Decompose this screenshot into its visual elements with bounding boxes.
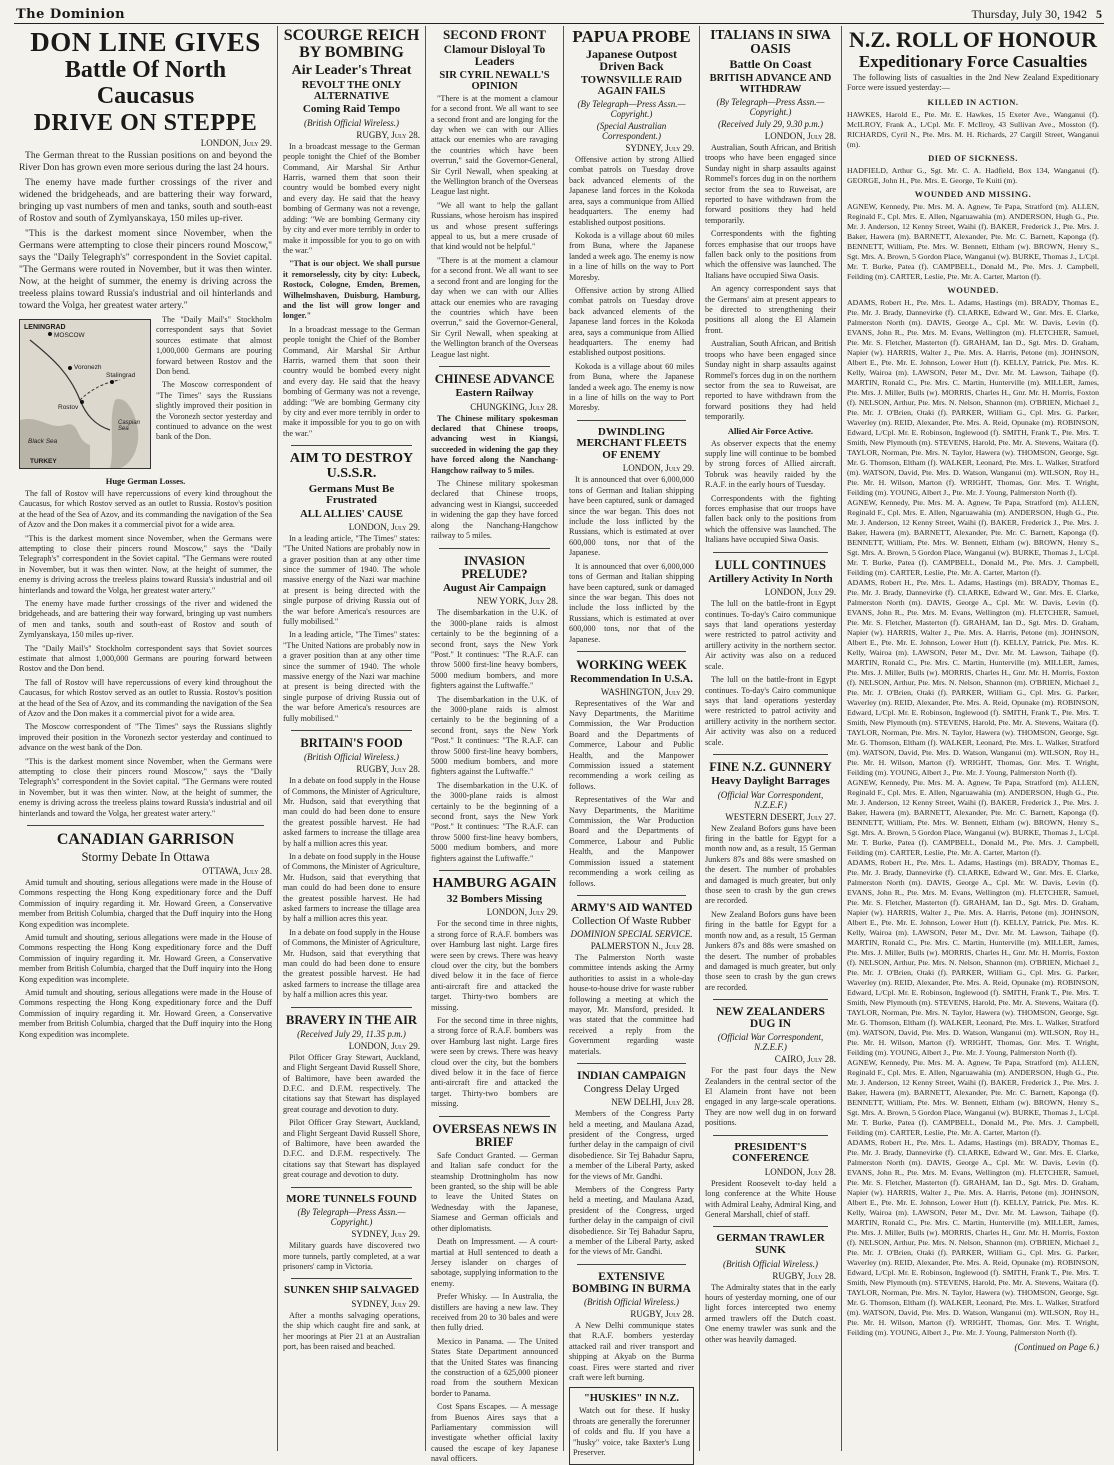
map-place: Voronezh xyxy=(74,363,102,371)
article-paragraph: It is announced that over 6,000,000 tons of German and Italian shipping have been captured, sunk or damaged since the war began. This does not include the loss inflicted by the Russians, which is estimated at over 600,000 tons, nor that of the Japanese. xyxy=(569,561,694,644)
headline-roll-of-honour: N.Z. ROLL OF HONOUR xyxy=(849,27,1097,52)
article-paragraph: Representatives of the War and Navy Departments, the Maritime Commission, the War Production Board and the Departments of Commerce, Labour and Public Health, and the Manpower Commission issued a statement recommending a work ceiling as follows. xyxy=(569,795,694,888)
dateline: RUGBY, July 28. xyxy=(356,129,420,140)
divider xyxy=(577,651,686,652)
column-1 xyxy=(14,26,278,1451)
subhead-waste-rubber: Collection Of Waste Rubber xyxy=(572,915,691,927)
article-paragraph: After a months salvaging operations, the ship which caught fire and sank, at her moorings at Pier 21 at an Australian port, has been raised and beached. xyxy=(283,1311,420,1352)
subhead-recommendation: Recommendation In U.S.A. xyxy=(570,673,693,685)
article-paragraph: The Moscow correspondent of "The Times" says the Russians slightly improved their position in the Voronezh sector yesterday and continued to advance on the west bank of the Don. xyxy=(19,722,272,753)
article-paragraph: An agency correspondent says that the Germans' aim at present appears to be directed to strengthening their positions all along the El Alamein front. xyxy=(705,284,836,335)
divider xyxy=(713,1135,828,1136)
wire-credit: (British Official Wireless.) xyxy=(304,117,399,128)
news-brief: Mexico in Panama. — The United States State Department announced that the United States was financing the construction of a 625,000 pioneer road from the southern Mexican border to Panama. xyxy=(431,1336,558,1398)
article-paragraph: "There is at the moment a clamour for a second front. We all want to see a second front and are longing for the day when we can with our Allies attack our enemies who are ravaging the countries which have been overrun," said the Governor-General, Sir Cyril Newall, when speaking at the Wellington branch of the Overseas League last night. xyxy=(431,93,558,197)
page-number: 5 xyxy=(1096,7,1102,21)
columns xyxy=(14,26,1104,1464)
article-paragraph: The disembarkation in the U.K. of the 3000-plane raids is almost certainly to be the beginning of a second front, says the New York "Post." It continues: "The R.A.F. can throw 5000 first-line heavy bombers, 5000 medium bombers, and more fighters against the Luftwaffe." xyxy=(431,694,558,777)
headline-dug-in: NEW ZEALANDERS DUG IN xyxy=(716,1006,825,1031)
map-place: Rostov xyxy=(58,403,79,411)
headline-fine-gunnery: FINE N.Z. GUNNERY xyxy=(709,759,832,774)
headline-don-line: DON LINE GIVES xyxy=(30,27,261,57)
article-paragraph: Military guards have discovered two more tunnels, partly completed, at a war prisoners' camp in Victoria. xyxy=(283,1241,420,1272)
article-paragraph: "There is at the moment a clamour for a second front. We all want to see a second front and are longing for the day when we can with our Allies attack our enemies who are ravaging the countries which have been overrun," said the Governor-General, Sir Cyril Newall, when speaking at the Wellington branch of the Overseas League last night. xyxy=(431,255,558,359)
headline-scourge-reich: SCOURGE REICH BY BOMBING xyxy=(283,27,420,61)
divider xyxy=(439,870,550,871)
casualty-entries: HAWKES, Harold E., Pte. Mr. E. Hawkes, 15 Exeter Ave., Wanganui (f). McILROY, Frank A., L/Cpl. Mr. F. McIlroy, 43 Sullivan Ave., Mosston (f). RICHARDS, Cyril N., Pte. Mrs. M. H. Richards, 27 Cargill Street, Wanganui (m). xyxy=(847,109,1099,149)
roll-intro: The following lists of casualties in the 2nd New Zealand Expeditionary Force were issued yesterday:— xyxy=(847,72,1099,93)
map-place: Caspian Sea xyxy=(118,419,141,432)
article-paragraph: The "Daily Mail's" Stockholm correspondent says that Soviet sources estimate that almost 1,000,000 Germans are pouring forward between Rostov and the Don bend. xyxy=(19,643,272,674)
subhead-allied-air: Allied Air Force Active. xyxy=(727,425,814,436)
article-paragraph: President Roosevelt to-day held a long conference at the White House with Admiral Leahy, Admiral King, and General Marshall, chief of staff. xyxy=(705,1178,836,1219)
column-4 xyxy=(564,26,700,1458)
divider xyxy=(439,1116,550,1117)
article-paragraph: Kokoda is a village about 60 miles from Buna, where the Japanese landed a week ago. The enemy is now in a line of hills on the way to Port Moresby. xyxy=(569,361,694,413)
newspaper-name: The Dominion xyxy=(16,7,126,22)
wire-credit: (By Telegraph—Press Assn.—Copyright.) xyxy=(297,1207,406,1228)
subhead-air-campaign: August Air Campaign xyxy=(442,581,547,594)
dateline: NEW DELHI, July 28. xyxy=(611,1097,694,1108)
article-paragraph: New Zealand Bofors guns have been firing in the battle for Egypt for a month now and, as a result, 15 German Junkers 87s and 88s were smashed on the desert. The number of probables and damaged is much greater, but only those seen to crash by the gun crews are recorded. xyxy=(705,823,836,906)
article-paragraph: For the second time in three nights, a strong force of R.A.F. bombers was over Hamburg last night. Large fires were seen by crews. There was heavy cloud over the city, but the bombers dived below it in the face of fierce anti-aircraft fire and attacked the target. Thirty-two bombers are missing. xyxy=(431,1015,558,1109)
article-paragraph: The "Daily Mail's" Stockholm correspondent says that Soviet sources estimate that almost 1,000,000 Germans are pouring forward between Rostov and the Don bend. xyxy=(156,314,272,376)
headline-townsville: TOWNSVILLE RAID AGAIN FAILS xyxy=(580,75,683,98)
map-side-text xyxy=(156,315,272,473)
map-place: TURKEY xyxy=(30,457,57,465)
news-brief: Prefer Whisky. — In Australia, the distillers are having a new law. They received from 20 to 30 bales and were then fully dried. xyxy=(431,1292,558,1333)
continued-note: (Continued on Page 6.) xyxy=(1014,1341,1099,1352)
wire-credit: (Received July 29, 11.35 p.m.) xyxy=(297,1028,406,1039)
dateline: SYDNEY, July 29. xyxy=(625,143,694,154)
article-paragraph: The Moscow correspondent of "The Times" says the Russians slightly improved their position in the Voronezh sector yesterday and continued to advance on the west bank of the Don. xyxy=(156,380,272,442)
headline-indian-campaign: INDIAN CAMPAIGN xyxy=(577,1070,686,1083)
divider xyxy=(713,754,828,755)
article-paragraph: In a debate on food supply in the House of Commons, the Minister of Agriculture, Mr. Hudson, said that everything that man could do had been done to ensure the greatest possible harvest. He had asked farmers to increase the tillage area by half a million acres this year. xyxy=(283,776,420,848)
casualty-list xyxy=(847,97,1099,1338)
advert-body: Watch out for these. If husky throats are generally the forerunner of colds and flu. If you have a "husky" voice, take Baxter's Lung Preserver. xyxy=(573,1406,690,1458)
casualty-entries: ADAMS, Robert H., Pte. Mrs. L. Adams, Hastings (m). BRADY, Thomas E., Pte. Mr. J. Brady, Dannevirke (f). CLARKE, Edward W., Gnr. Mrs. E. Clarke, Palmerston North (m). DAVIS, George A., Cpl. Mr. W. Davis, Levin (f). EVANS, John R., Pte. Mrs. M. Evans, Wellington (m). FLETCHER, Samuel, Pte. Mr. S. Fletcher, Masterton (f). GRAHAM, Ian D., Sgt. Mrs. D. Graham, Napier (w). HARRIS, Walter J., Pte. Mrs. A. Harris, Petone (m). JOHNSON, Albert E., Pte. Mr. E. Johnson, Lower Hutt (f). KELLY, Patrick, Pte. Mrs. K. Kelly, Wairoa (m). LAWSON, Peter M., Dvr. Mr. M. Lawson, Taihape (f). MARTIN, Ronald C., Pte. Mrs. C. Martin, Hunterville (m). MILLER, James, Pte. Mrs. J. Miller, Bulls (w). MORRIS, Charles H., Gnr. Mr. H. Morris, Foxton (f). NELSON, Arthur, Pte. Mrs. N. Nelson, Shannon (m). O'BRIEN, Michael J., Pte. Mr. J. O'Brien, Otaki (f). PARKER, William G., Cpl. Mrs. G. Parker, Waverley (m). REID, Alexander, Pte. Mrs. A. Reid, Opunake (m). ROBINSON, Edward, L/Cpl. Mr. E. Robinson, Inglewood (f). SMITH, Frank T., Pte. Mrs. T. Smith, New Plymouth (m). STEVENS, Harold, Pte. Mr. A. Stevens, Waitara (f). TAYLOR, Norman, Pte. Mrs. N. Taylor, Hawera (w). THOMSON, George, Sgt. Mr. G. Thomson, Eltham (f). WALKER, Leonard, Pte. Mrs. L. Walker, Stratford (m). WATSON, David, Pte. Mrs. D. Watson, Wanganui (m). WILSON, Roy H., Pte. Mr. H. Wilson, Marton (f). WRIGHT, Thomas, Gnr. Mrs. T. Wright, Feilding (m). YOUNG, Albert J., Pte. Mr. J. Young, Palmerston North (f). xyxy=(847,1137,1099,1337)
dateline: LONDON, July 29. xyxy=(486,907,558,918)
dateline: RUGBY, July 28. xyxy=(356,764,420,775)
headline-invasion-prelude: INVASION PRELUDE? xyxy=(461,553,528,581)
column-3 xyxy=(426,26,564,1464)
divider xyxy=(291,730,412,731)
article-paragraph: "This is the darkest moment since November, when the Germans were attempting to close their pincers round Moscow," says the "Daily Telegraph's" correspondent in the Soviet capital. "The Germans were routed in November, but it was then winter. Now, at the height of summer, the enemy is driving across the treeless plains toward Russia's industrial and oil hinterlands and toward the Volga, her greatest water artery." xyxy=(19,533,272,595)
article-paragraph: The disembarkation in the U.K. of the 3000-plane raids is almost certainly to be the beginning of a second front, says the New York "Post." It continues: "The R.A.F. can throw 5000 first-line heavy bombers, 5000 medium bombers, and more fighters against the Luftwaffe." xyxy=(431,608,558,691)
headline-air-leader: Air Leader's Threat xyxy=(291,62,412,78)
headline-sunken-ship: SUNKEN SHIP SALVAGED xyxy=(283,1284,420,1297)
subhead-bombers-missing: 32 Bombers Missing xyxy=(446,892,543,905)
dateline: LONDON, July 28. xyxy=(764,1166,836,1177)
headline-trawler-sunk: GERMAN TRAWLER SUNK xyxy=(716,1232,825,1256)
article-paragraph: The Admiralty states that in the early hours of yesterday morning, one of our light forces intercepted two enemy armed trawlers off the Dutch coast. One enemy trawler was sunk and the other was heavily damaged. xyxy=(705,1282,836,1344)
headline-working-week: WORKING WEEK xyxy=(576,656,687,672)
issue-date xyxy=(971,7,1102,22)
article-paragraph: The enemy have made further crossings of the river and widened the bridgeheads, and are battering their way forward, bringing up vast numbers of men and tanks, south and south-east of Rostov and south of Zymlyanskaya, 150 miles up-river. xyxy=(19,598,272,640)
article-paragraph: The fall of Rostov will have repercussions of every kind throughout the Caucasus, for which Rostov served as an outlet to Russia. Rostov's position at the head of the Sea of Azov, and its commanding the navigation of the Sea of Azov and the Don makes it a commercial pivot for a wide area. xyxy=(19,488,272,530)
article-paragraph: The enemy have made further crossings of the river and widened the bridgeheads, and are battering their way forward, bringing up vast numbers of men and tanks, south and south-east of Rostov and south of Zymlyanskaya, 150 miles up-river. xyxy=(19,176,272,224)
article-paragraph: Amid tumult and shouting, serious allegations were made in the House of Commons respecting the Hong Kong expeditionary force and the Duff Commission of inquiry regarding it. Mr. Howard Green, a Conservative member from British Columbia, charged that the Duff inquiry into the Hong Kong expedition was incomplete. xyxy=(19,933,272,984)
divider xyxy=(713,999,828,1000)
advertisement xyxy=(569,1387,694,1465)
article-paragraph: In a leading article, "The Times" states: "The United Nations are probably now in a graver position than at any other time since the summer of 1940. The whole massive energy of the Nazi war machine at present is being directed with the single purpose of driving Russia out of the war before America's resources are fully mobilised." xyxy=(283,630,420,723)
date-text: Thursday, July 30, 1942 xyxy=(971,7,1087,21)
article-paragraph: For the second time in three nights, a strong force of R.A.F. bombers was over Hamburg last night. Large fires were seen by crews. There was heavy cloud over the city, but the bombers dived below it in the face of fierce anti-aircraft fire and attacked the target. Thirty-two bombers are missing. xyxy=(431,919,558,1012)
divider xyxy=(291,1278,412,1279)
article-paragraph: It is announced that over 6,000,000 tons of German and Italian shipping have been captured, sunk or damaged since the war began. This does not include the loss inflicted by the Russians, which is estimated at over 600,000 tons, nor that of the Japanese. xyxy=(569,475,694,558)
dateline: SYDNEY, July 29. xyxy=(351,1229,420,1240)
divider xyxy=(291,1187,412,1188)
wire-credit: (By Telegraph—Press Assn.—Copyright.) xyxy=(716,96,825,117)
article-paragraph: The lull on the battle-front in Egypt continues. To-day's Cairo communique says that land operations yesterday were restricted to patrol activity and artillery activity in the northern sector. Air activity was also on a reduced scale. xyxy=(705,675,836,747)
article-paragraph: The fall of Rostov will have repercussions of every kind throughout the Caucasus, for which Rostov served as an outlet to Russia. Rostov's position at the head of the Sea of Azov, and its commanding the navigation of the Sea of Azov and the Don makes it a commercial pivot for a wide area. xyxy=(19,677,272,719)
headline-north-caucasus: Battle Of North Caucasus xyxy=(64,57,227,109)
article-paragraph: In a leading article, "The Times" states: "The United Nations are probably now in a graver position than at any other time since the summer of 1940. The whole massive energy of the Nazi war machine at present is being directed with the single purpose of driving Russia out of the war before America's resources are fully mobilised." xyxy=(283,533,420,626)
headline-papua-probe: PAPUA PROBE xyxy=(572,27,691,46)
dateline: CHUNGKING, July 28. xyxy=(470,401,558,412)
headline-italians-siwa: ITALIANS IN SIWA OASIS xyxy=(710,27,831,57)
dateline: LONDON, July 28. xyxy=(764,130,836,141)
article-paragraph: "We all want to help the gallant Russians, whose heroism has inspired us and whose present sufferings appeal to us, but a mere crusade of that kind would not be helpful." xyxy=(431,200,558,252)
casualty-entries: ADAMS, Robert H., Pte. Mrs. L. Adams, Hastings (m). BRADY, Thomas E., Pte. Mr. J. Brady, Dannevirke (f). CLARKE, Edward W., Gnr. Mrs. E. Clarke, Palmerston North (m). DAVIS, George A., Cpl. Mr. W. Davis, Levin (f). EVANS, John R., Pte. Mrs. M. Evans, Wellington (m). FLETCHER, Samuel, Pte. Mr. S. Fletcher, Masterton (f). GRAHAM, Ian D., Sgt. Mrs. D. Graham, Napier (w). HARRIS, Walter J., Pte. Mrs. A. Harris, Petone (m). JOHNSON, Albert E., Pte. Mr. E. Johnson, Lower Hutt (f). KELLY, Patrick, Pte. Mrs. K. Kelly, Wairoa (m). LAWSON, Peter M., Dvr. Mr. M. Lawson, Taihape (f). MARTIN, Ronald C., Pte. Mrs. C. Martin, Hunterville (m). MILLER, James, Pte. Mrs. J. Miller, Bulls (w). MORRIS, Charles H., Gnr. Mr. H. Morris, Foxton (f). NELSON, Arthur, Pte. Mrs. N. Nelson, Shannon (m). O'BRIEN, Michael J., Pte. Mr. J. O'Brien, Otaki (f). PARKER, William G., Cpl. Mrs. G. Parker, Waverley (m). REID, Alexander, Pte. Mrs. A. Reid, Opunake (m). ROBINSON, Edward, L/Cpl. Mr. E. Robinson, Inglewood (f). SMITH, Frank T., Pte. Mrs. T. Smith, New Plymouth (m). STEVENS, Harold, Pte. Mr. A. Stevens, Waitara (f). TAYLOR, Norman, Pte. Mrs. N. Taylor, Hawera (w). THOMSON, George, Sgt. Mr. G. Thomson, Eltham (f). WALKER, Leonard, Pte. Mrs. L. Walker, Stratford (m). WATSON, David, Pte. Mrs. D. Watson, Wanganui (m). WILSON, Roy H., Pte. Mr. H. Wilson, Marton (f). WRIGHT, Thomas, Gnr. Mrs. T. Wright, Feilding (m). YOUNG, Albert J., Pte. Mr. J. Young, Palmerston North (f). xyxy=(847,577,1099,777)
divider xyxy=(291,445,412,446)
casualty-entries: AGNEW, Kennedy, Pte. Mrs. M. A. Agnew, Te Papa, Stratford (m). ALLEN, Reginald F., Cpl. Mrs. E. Allen, Ngaruawahia (m). ANDERSON, Hugh G., Pte. Mr. J. Anderson, 12 Kenny Street, Waihi (f). BAKER, Frederick J., Pte. Mrs. J. Baker, Hawera (m). BARNETT, Alexander, Pte. Mr. C. Barnett, Kaponga (f). BENNETT, William, Pte. Mrs. W. Bennett, Eltham (w). BROWN, Henry S., Sgt. Mrs. A. Brown, 5 Gordon Place, Wanganui (w). BURKE, Thomas J., L/Cpl. Mr. T. Burke, Patea (f). CAMPBELL, Donald M., Pte. Mrs. J. Campbell, Feilding (m). CARTER, Leslie, Pte. Mr. A. Carter, Marton (f). xyxy=(847,201,1099,281)
dateline: RUGBY, July 28. xyxy=(772,1270,836,1281)
headline-extensive-bombing: EXTENSIVE BOMBING IN BURMA xyxy=(572,1270,691,1295)
article-paragraph: "This is the darkest moment since November, when the Germans were attempting to close their pincers round Moscow," says the "Daily Telegraph's" correspondent in the Soviet capital. "The Germans were routed in November, but it was then winter. Now, at the height of summer, the enemy is driving across the treeless plains toward Russia's industrial and oil hinterlands and toward the Volga, her greatest water artery." xyxy=(19,756,272,818)
headline-bravery: BRAVERY IN THE AIR xyxy=(286,1012,417,1027)
article-paragraph: The lull on the battle-front in Egypt continues. To-day's Cairo communique says that land operations yesterday were restricted to patrol activity and artillery activity in the northern sector. Air activity was also on a reduced scale. xyxy=(705,599,836,671)
news-brief: Cost Spans Escapes. — A message from Buenos Aires says that a Parliamentary commission will investigate whether official laxity caused the escape of key Japanese naval officers. xyxy=(431,1402,558,1464)
wire-credit: (By Telegraph—Press Assn.—Copyright.) xyxy=(577,99,686,120)
article-paragraph: Correspondents with the fighting forces emphasise that our troops have fallen back only to the positions from which the offensive was launched. The Italians have occupied Siwa Oasis. xyxy=(705,229,836,280)
wire-credit: (Special Australian Correspondent.) xyxy=(596,121,667,142)
divider xyxy=(291,1007,412,1008)
wire-credit: (Official War Correspondent, N.Z.E.F.) xyxy=(717,1032,824,1053)
divider xyxy=(577,1063,686,1064)
article-paragraph: Offensive action by strong Allied combat patrols on Tuesday drove back advanced elements of the Japanese land forces in the Kokoda area, says a communique from Allied headquarters. The enemy had established outpost positions. xyxy=(569,155,694,227)
divider xyxy=(577,895,686,896)
article-lead: The German threat to the Russian positions on and beyond the River Don has grown even more serious during the last 24 hours. xyxy=(19,149,272,173)
article-paragraph: Pilot Officer Gray Stewart, Auckland, and Flight Sergeant David Russell Shore, of Baltimore, have been awarded the D.F.C. and D.F.M. respectively. The citations say that Stewart has displayed great courage and devotion to duty. xyxy=(283,1052,420,1114)
map-place: Stalingrad xyxy=(106,371,136,379)
headline-dwindling-fleets: DWINDLING MERCHANT FLEETS OF ENEMY xyxy=(576,425,687,461)
wire-credit: (British Official Wireless.) xyxy=(584,1296,679,1307)
divider xyxy=(713,1226,828,1227)
headline-overseas-news: OVERSEAS NEWS IN BRIEF xyxy=(432,1121,557,1149)
headline-casualties: Expeditionary Force Casualties xyxy=(858,52,1088,72)
article-paragraph: A New Delhi communique states that R.A.F. bombers yesterday attacked rail and river transport and shipping at Akyab on the Burma coast. Fires were started and river craft were left burning. xyxy=(569,1320,694,1382)
subhead-losses: Huge German Losses. xyxy=(105,475,186,486)
casualty-section-title: WOUNDED AND MISSING. xyxy=(914,188,1032,199)
divider xyxy=(439,366,550,367)
subhead-frustrated: Germans Must Be Frustrated xyxy=(308,482,395,507)
headline-britains-food: BRITAIN'S FOOD xyxy=(300,736,403,751)
article-paragraph: The Palmerston North waste committee intends asking the Army authorities to assist in a whole-day house-to-house drive for waste rubber following a meeting at which the mayor, Mr. Mansford, presided. It was stated that the committee had received a reply from the Government regarding waste materials. xyxy=(569,953,694,1056)
wire-credit: (Official War Correspondent, N.Z.E.F.) xyxy=(717,789,824,810)
dateline: WASHINGTON, July 29. xyxy=(600,686,694,697)
advert-headline: "HUSKIES" IN N.Z. xyxy=(583,1393,680,1405)
casualty-entries: AGNEW, Kennedy, Pte. Mrs. M. A. Agnew, Te Papa, Stratford (m). ALLEN, Reginald F., Cpl. Mrs. E. Allen, Ngaruawahia (m). ANDERSON, Hugh G., Pte. Mr. J. Anderson, 12 Kenny Street, Waihi (f). BAKER, Frederick J., Pte. Mrs. J. Baker, Hawera (m). BARNETT, Alexander, Pte. Mr. C. Barnett, Kaponga (f). BENNETT, William, Pte. Mrs. W. Bennett, Eltham (w). BROWN, Henry S., Sgt. Mrs. A. Brown, 5 Gordon Place, Wanganui (w). BURKE, Thomas J., L/Cpl. Mr. T. Burke, Patea (f). CAMPBELL, Donald M., Pte. Mrs. J. Campbell, Feilding (m). CARTER, Leslie, Pte. Mr. A. Carter, Marton (f). xyxy=(847,497,1099,577)
divider xyxy=(577,420,686,421)
article-paragraph: The Chinese military spokesman declared that Chinese troops, advancing west in Kiangsi, succeeded in widening the gap they have forced along the Nanchang-Hangchow railway to 5 miles. xyxy=(431,413,558,475)
divider xyxy=(713,552,828,553)
headline-canadian-garrison: CANADIAN GARRISON xyxy=(56,831,235,849)
article-paragraph: Amid tumult and shouting, serious allegations were made in the House of Commons respecting the Hong Kong expeditionary force and the Duff Commission of inquiry regarding it. Mr. Howard Green, a Conservative member from British Columbia, charged that the Duff inquiry into the Hong Kong expedition was incomplete. xyxy=(19,988,272,1039)
subhead-ottawa: Stormy Debate In Ottawa xyxy=(81,849,210,864)
column-6 xyxy=(842,26,1104,1451)
headline-british-advance: BRITISH ADVANCE AND WITHDRAW xyxy=(709,72,832,95)
headline-chinese-advance: CHINESE ADVANCE xyxy=(434,371,555,386)
article-paragraph: For the past four days the New Zealanders in the central sector of the El Alamein front have not been engaged in any large-scale operations. They are now well dug in on forward positions. xyxy=(705,1066,836,1128)
article-paragraph: In a debate on food supply in the House of Commons, the Minister of Agriculture, Mr. Hudson, said that everything that man could do had been done to ensure the greatest possible harvest. He had asked farmers to increase the tillage area by half a million acres this year. xyxy=(283,852,420,924)
article-paragraph: Amid tumult and shouting, serious allegations were made in the House of Commons respecting the Hong Kong expeditionary force and the Duff Commission of inquiry regarding it. Mr. Howard Green, a Conservative member from British Columbia, charged that the Duff inquiry into the Hong Kong expedition was incomplete. xyxy=(19,878,272,929)
divider xyxy=(439,548,550,549)
casualty-section-title: KILLED IN ACTION. xyxy=(927,96,1019,107)
article-paragraph: Australian, South African, and British troops who have been engaged since Sunday night in sharp assaults against Rommel's forces dug in on the northern sector from the sea to Ruweisat, are reported to have withdrawn from the forward positions they had held temporarily. xyxy=(705,339,836,422)
casualty-entries: ADAMS, Robert H., Pte. Mrs. L. Adams, Hastings (m). BRADY, Thomas E., Pte. Mr. J. Brady, Dannevirke (f). CLARKE, Edward W., Gnr. Mrs. E. Clarke, Palmerston North (m). DAVIS, George A., Cpl. Mr. W. Davis, Levin (f). EVANS, John R., Pte. Mrs. M. Evans, Wellington (m). FLETCHER, Samuel, Pte. Mr. S. Fletcher, Masterton (f). GRAHAM, Ian D., Sgt. Mrs. D. Graham, Napier (w). HARRIS, Walter J., Pte. Mrs. A. Harris, Petone (m). JOHNSON, Albert E., Pte. Mr. E. Johnson, Lower Hutt (f). KELLY, Patrick, Pte. Mrs. K. Kelly, Wairoa (m). LAWSON, Peter M., Dvr. Mr. M. Lawson, Taihape (f). MARTIN, Ronald C., Pte. Mrs. C. Martin, Hunterville (m). MILLER, James, Pte. Mrs. J. Miller, Bulls (w). MORRIS, Charles H., Gnr. Mr. H. Morris, Foxton (f). NELSON, Arthur, Pte. Mrs. N. Nelson, Shannon (m). O'BRIEN, Michael J., Pte. Mr. J. O'Brien, Otaki (f). PARKER, William G., Cpl. Mrs. G. Parker, Waverley (m). REID, Alexander, Pte. Mrs. A. Reid, Opunake (m). ROBINSON, Edward, L/Cpl. Mr. E. Robinson, Inglewood (f). SMITH, Frank T., Pte. Mrs. T. Smith, New Plymouth (m). STEVENS, Harold, Pte. Mr. A. Stevens, Waitara (f). TAYLOR, Norman, Pte. Mrs. N. Taylor, Hawera (w). THOMSON, George, Sgt. Mr. G. Thomson, Eltham (f). WALKER, Leonard, Pte. Mrs. L. Walker, Stratford (m). WATSON, David, Pte. Mrs. D. Watson, Wanganui (m). WILSON, Roy H., Pte. Mr. H. Wilson, Marton (f). WRIGHT, Thomas, Gnr. Mrs. T. Wright, Feilding (m). YOUNG, Albert J., Pte. Mr. J. Young, Palmerston North (f). xyxy=(847,857,1099,1057)
wire-credit: (British Official Wireless.) xyxy=(304,752,399,763)
wire-credit: (British Official Wireless.) xyxy=(723,1258,818,1269)
casualty-entries: AGNEW, Kennedy, Pte. Mrs. M. A. Agnew, Te Papa, Stratford (m). ALLEN, Reginald F., Cpl. Mrs. E. Allen, Ngaruawahia (m). ANDERSON, Hugh G., Pte. Mr. J. Anderson, 12 Kenny Street, Waihi (f). BAKER, Frederick J., Pte. Mrs. J. Baker, Hawera (m). BARNETT, Alexander, Pte. Mr. C. Barnett, Kaponga (f). BENNETT, William, Pte. Mrs. W. Bennett, Eltham (w). BROWN, Henry S., Sgt. Mrs. A. Brown, 5 Gordon Place, Wanganui (w). BURKE, Thomas J., L/Cpl. Mr. T. Burke, Patea (f). CAMPBELL, Donald M., Pte. Mrs. J. Campbell, Feilding (m). CARTER, Leslie, Pte. Mr. A. Carter, Marton (f). xyxy=(847,777,1099,857)
article-paragraph: In a broadcast message to the German people tonight the Chief of the Bomber Command, Air Marshal Sir Arthur Harris, warned them that soon their country would be bombed every night and every day. He said that the heavy bombing of Germany was not a revenge, adding: "We are bombing Germany city by city and ever more terribly in order to make it impossible for you to go on with the war." xyxy=(283,324,420,438)
dateline: NEW YORK, July 28. xyxy=(477,596,558,607)
subhead-barrages: Heavy Daylight Barrages xyxy=(711,775,830,788)
article-paragraph: Members of the Congress Party held a meeting, and Maulana Azad, president of the Congress, urged further delay in the campaign of civil disobedience. Sir Tej Bahadur Sapru, a member of the Liberal Party, asked for the views of Mr. Gandhi. xyxy=(569,1184,694,1257)
headline-clamour: Clamour Disloyal To Leaders xyxy=(443,43,546,68)
map-label-leningrad: LENINGRAD xyxy=(24,323,66,331)
dateline: LONDON, July 29. xyxy=(622,463,694,474)
news-brief: Safe Conduct Granted. — German and Italian safe conduct for the steamship Drottningholm has now been granted, so the ship will be able to leave the United States on Wednesday with the Japanese, Siamese and German officials and other diplomatists. xyxy=(431,1150,558,1233)
article-paragraph: As observer expects that the enemy supply line will continue to be bombed by strong forces of Allied aircraft. Tobruk was heavily raided by the R.A.F. in the early hours of Tuesday. xyxy=(705,438,836,490)
divider xyxy=(577,1264,686,1265)
headline-armys-aid: ARMY'S AID WANTED xyxy=(570,901,693,914)
dateline: LONDON, July 29. xyxy=(348,1040,420,1051)
casualty-entries: AGNEW, Kennedy, Pte. Mrs. M. A. Agnew, Te Papa, Stratford (m). ALLEN, Reginald F., Cpl. Mrs. E. Allen, Ngaruawahia (m). ANDERSON, Hugh G., Pte. Mr. J. Anderson, 12 Kenny Street, Waihi (f). BAKER, Frederick J., Pte. Mrs. J. Baker, Hawera (m). BARNETT, Alexander, Pte. Mr. C. Barnett, Kaponga (f). BENNETT, William, Pte. Mrs. W. Bennett, Eltham (w). BROWN, Henry S., Sgt. Mrs. A. Brown, 5 Gordon Place, Wanganui (w). BURKE, Thomas J., L/Cpl. Mr. T. Burke, Patea (f). CAMPBELL, Donald M., Pte. Mrs. J. Campbell, Feilding (m). CARTER, Leslie, Pte. Mr. A. Carter, Marton (f). xyxy=(847,1057,1099,1137)
subhead-railway: Eastern Railway xyxy=(455,387,534,400)
subhead-allies: ALL ALLIES' CAUSE xyxy=(300,508,403,520)
caucasus-map xyxy=(19,319,151,469)
dateline: LONDON, July 29. xyxy=(348,521,420,532)
article-paragraph: Correspondents with the fighting forces emphasise that our troops have fallen back only to the positions from which the offensive was launched. The Italians have occupied Siwa Oasis. xyxy=(705,493,836,545)
article-paragraph: Kokoda is a village about 60 miles from Buna, where the Japanese landed a week ago. The enemy is now in a line of hills on the way to Port Moresby. xyxy=(569,230,694,282)
headline-raid-tempo: Coming Raid Tempo xyxy=(302,103,401,116)
headline-lull-continues: LULL CONTINUES xyxy=(715,557,826,572)
headline-tunnels: MORE TUNNELS FOUND xyxy=(286,1192,417,1205)
dateline: LONDON, July 29. xyxy=(200,137,272,148)
map-place: MOSCOW xyxy=(54,331,85,339)
headline-presidents-conference: PRESIDENT'S CONFERENCE xyxy=(731,1140,809,1165)
article-paragraph: Representatives of the War and Navy Departments, the Maritime Commission, the War Production Board and the Departments of Commerce, Labour and Public Health, and the Manpower Commission issued a statement recommending a work ceiling as follows. xyxy=(569,698,694,791)
article-paragraph: The disembarkation in the U.K. of the 3000-plane raids is almost certainly to be the beginning of a second front, says the New York "Post." It continues: "The R.A.F. can throw 5000 first-line heavy bombers, 5000 medium bombers, and more fighters against the Luftwaffe." xyxy=(431,780,558,863)
headline-battle-coast: Battle On Coast xyxy=(729,57,812,72)
wire-credit: DOMINION SPECIAL SERVICE. xyxy=(570,929,693,939)
dateline: RUGBY, July 28. xyxy=(630,1308,694,1319)
subhead-artillery: Artillery Activity In North xyxy=(708,572,833,585)
masthead xyxy=(14,4,1104,24)
news-brief: Death on Impressment. — A court-martial at Hull sentenced to death a Jersey islander on charges of sabotage, supplying information to the enemy. xyxy=(431,1237,558,1288)
casualty-entries: ADAMS, Robert H., Pte. Mrs. L. Adams, Hastings (m). BRADY, Thomas E., Pte. Mr. J. Brady, Dannevirke (f). CLARKE, Edward W., Gnr. Mrs. E. Clarke, Palmerston North (m). DAVIS, George A., Cpl. Mr. W. Davis, Levin (f). EVANS, John R., Pte. Mrs. M. Evans, Wellington (m). FLETCHER, Samuel, Pte. Mr. S. Fletcher, Masterton (f). GRAHAM, Ian D., Sgt. Mrs. D. Graham, Napier (w). HARRIS, Walter J., Pte. Mrs. A. Harris, Petone (m). JOHNSON, Albert E., Pte. Mr. E. Johnson, Lower Hutt (f). KELLY, Patrick, Pte. Mrs. K. Kelly, Wairoa (m). LAWSON, Peter M., Dvr. Mr. M. Lawson, Taihape (f). MARTIN, Ronald C., Pte. Mrs. C. Martin, Hunterville (m). MILLER, James, Pte. Mrs. J. Miller, Bulls (w). MORRIS, Charles H., Gnr. Mr. H. Morris, Foxton (f). NELSON, Arthur, Pte. Mrs. N. Nelson, Shannon (m). O'BRIEN, Michael J., Pte. Mr. J. O'Brien, Otaki (f). PARKER, William G., Cpl. Mrs. G. Parker, Waverley (m). REID, Alexander, Pte. Mrs. A. Reid, Opunake (m). ROBINSON, Edward, L/Cpl. Mr. E. Robinson, Inglewood (f). SMITH, Frank T., Pte. Mrs. T. Smith, New Plymouth (m). STEVENS, Harold, Pte. Mr. A. Stevens, Waitara (f). TAYLOR, Norman, Pte. Mrs. N. Taylor, Hawera (w). THOMSON, George, Sgt. Mr. G. Thomson, Eltham (f). WALKER, Leonard, Pte. Mrs. L. Walker, Stratford (m). WATSON, David, Pte. Mrs. D. Watson, Wanganui (m). WILSON, Roy H., Pte. Mr. H. Wilson, Marton (f). WRIGHT, Thomas, Gnr. Mrs. T. Wright, Feilding (m). YOUNG, Albert J., Pte. Mr. J. Young, Palmerston North (f). xyxy=(847,297,1099,497)
subhead-congress-delay: Congress Delay Urged xyxy=(583,1084,680,1096)
dateline: PALMERSTON N., July 28. xyxy=(590,941,694,951)
map-drawing xyxy=(20,320,150,468)
headline-drive-steppe: DRIVE ON STEPPE xyxy=(33,109,258,136)
headline-aim-destroy: AIM TO DESTROY U.S.S.R. xyxy=(289,451,414,481)
article-paragraph: "That is our object. We shall pursue it remorselessly, city by city: Lubeck, Rostock, Cologne, Emden, Bremen, Wilhelmshaven, Duisburg, Hamburg, and the list will grow longer and longer." xyxy=(283,259,420,321)
article-paragraph: "This is the darkest moment since November, when the Germans were attempting to close their pincers round Moscow," says the "Daily Telegraph's" correspondent in the Soviet capital. "The Germans were routed in November, but it was then winter. Now, at the height of summer, the enemy is driving across the treeless plains toward Russia's industrial and oil hinterlands and toward the Volga, her greatest water artery." xyxy=(19,227,272,311)
headline-second-front: SECOND FRONT xyxy=(443,27,546,42)
headline-revolt: REVOLT THE ONLY ALTERNATIVE xyxy=(301,80,402,103)
article-paragraph: Offensive action by strong Allied combat patrols on Tuesday drove back advanced elements of the Japanese land forces in the Kokoda area, says a communique from Allied headquarters. The enemy had established outpost positions. xyxy=(569,285,694,358)
dateline: OTTAWA, July 28. xyxy=(202,866,272,877)
headline-japanese-outpost: Japanese Outpost Driven Back xyxy=(585,46,677,74)
dateline: LONDON, July 29. xyxy=(764,587,836,598)
dateline: CAIRO, July 28. xyxy=(774,1054,836,1065)
headline-hamburg-again: HAMBURG AGAIN xyxy=(432,876,557,892)
headline-newall: SIR CYRIL NEWALL'S OPINION xyxy=(439,69,550,92)
casualty-entries: HADFIELD, Arthur G., Sgt. Mr. C. A. Hadfield, Box 134, Wanganui (f). GEORGE, John H., Pte. Mrs. E. George, Te Kuiti (m). xyxy=(847,165,1099,185)
map-place: Black Sea xyxy=(28,437,58,445)
article-paragraph: Members of the Congress Party held a meeting, and Maulana Azad, president of the Congress, urged further delay in the campaign of civil disobedience. Sir Tej Bahadur Sapru, a member of the Liberal Party, asked for the views of Mr. Gandhi. xyxy=(569,1109,694,1181)
wire-credit: (Received July 29, 9.30 p.m.) xyxy=(718,118,823,129)
article-paragraph: Pilot Officer Gray Stewart, Auckland, and Flight Sergeant David Russell Shore, of Baltimore, have been awarded the D.F.C. and D.F.M. respectively. The citations say that Stewart has displayed great courage and devotion to duty. xyxy=(283,1118,420,1180)
divider xyxy=(27,825,264,826)
article-paragraph: The Chinese military spokesman declared that Chinese troops, advancing west in Kiangsi, succeeded in widening the gap they have forced along the Nanchang-Hangchow railway to 5 miles. xyxy=(431,479,558,541)
article-paragraph: In a debate on food supply in the House of Commons, the Minister of Agriculture, Mr. Hudson, said that everything that man could do had been done to ensure the greatest possible harvest. He had asked farmers to increase the tillage area by half a million acres this year. xyxy=(283,927,420,1000)
article-paragraph: New Zealand Bofors guns have been firing in the battle for Egypt for a month now and, as a result, 15 German Junkers 87s and 88s were smashed on the desert. The number of probables and damaged is much greater, but only those seen to crash by the gun crews are recorded. xyxy=(705,909,836,992)
column-2 xyxy=(278,26,426,1451)
column-5 xyxy=(700,26,842,1451)
article-paragraph: Australian, South African, and British troops who have been engaged since Sunday night in sharp assaults against Rommel's forces dug in on the northern sector from the sea to Ruweisat, are reported to have withdrawn from the forward positions they had held temporarily. xyxy=(705,142,836,225)
dateline: SYDNEY, July 29. xyxy=(351,1299,420,1309)
article-paragraph: In a broadcast message to the German people tonight the Chief of the Bomber Command, Air Marshal Sir Arthur Harris, warned them that soon their country would be bombed every night and every day. He said that the heavy bombing of Germany was not a revenge, adding: "We are bombing Germany city by city and ever more terribly in order to make it impossible for you to go on with the war." xyxy=(283,141,420,255)
dateline: WESTERN DESERT, July 27. xyxy=(725,811,836,822)
casualty-section-title: DIED OF SICKNESS. xyxy=(928,152,1018,163)
casualty-section-title: WOUNDED. xyxy=(947,284,999,295)
